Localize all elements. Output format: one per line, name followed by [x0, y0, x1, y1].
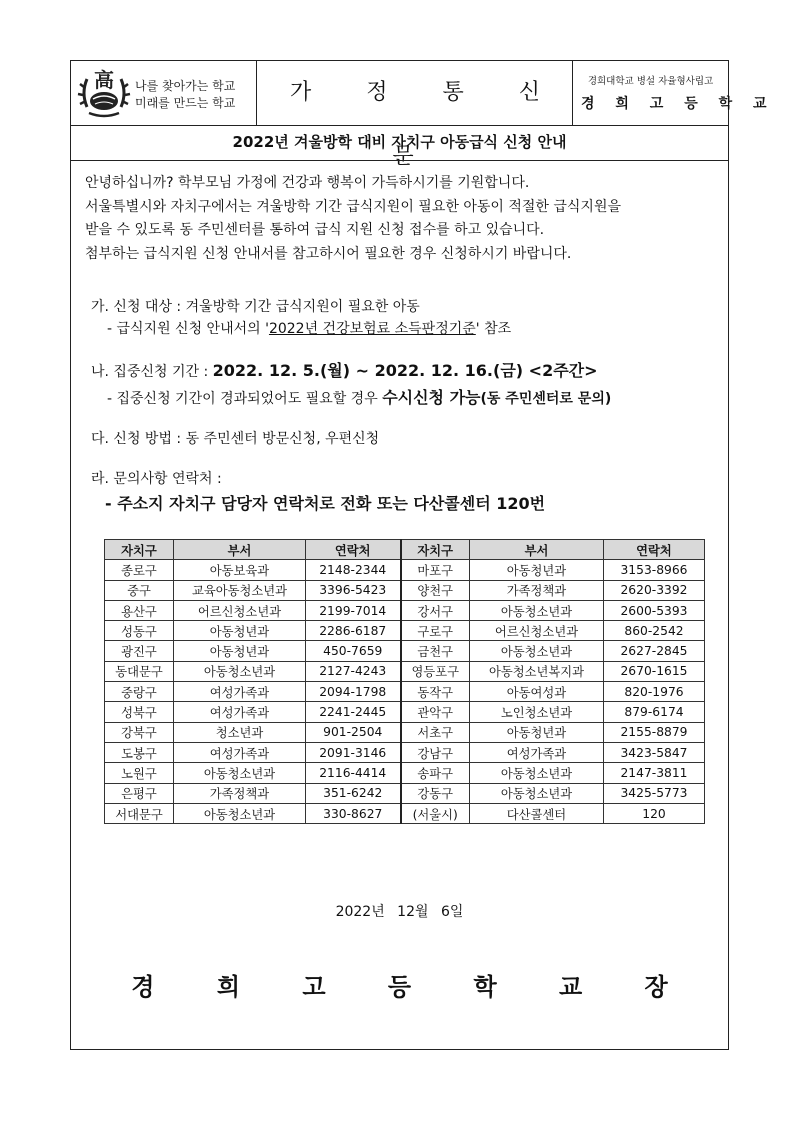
- department-cell: 아동청소년과: [470, 783, 604, 803]
- phone-cell: 860-2542: [604, 621, 705, 641]
- document-title: 2022년 겨울방학 대비 자치구 아동급식 신청 안내: [71, 125, 728, 161]
- department-cell: 다산콜센터: [470, 803, 604, 823]
- district-cell: 금천구: [401, 641, 470, 661]
- school-motto-cell: [71, 61, 257, 125]
- department-cell: 여성가족과: [174, 682, 306, 702]
- table-row: [105, 803, 705, 823]
- school-subtitle: 경희대학교 병설 자율형사립고: [587, 76, 714, 87]
- phone-cell: 2199-7014: [306, 600, 401, 620]
- table-row: [105, 722, 705, 742]
- department-cell: 아동청년과: [470, 722, 604, 742]
- department-cell: 교육아동청소년과: [174, 580, 306, 600]
- phone-cell: 2127-4243: [306, 661, 401, 681]
- district-cell: 성북구: [105, 702, 174, 722]
- phone-cell: 2116-4414: [306, 763, 401, 783]
- section-na-title: 나. 집중신청 기간 :: [91, 364, 213, 380]
- district-cell: 강서구: [401, 600, 470, 620]
- table-row: [105, 682, 705, 702]
- department-cell: 아동청소년복지과: [470, 661, 604, 681]
- phone-cell: 450-7659: [306, 641, 401, 661]
- column-header: 연락처: [306, 540, 401, 560]
- intro-line: 서울특별시와 자치구에서는 겨울방학 기간 급식지원이 필요한 아동이 적절한 급식지원을: [85, 198, 621, 215]
- motto-line-1: 나를 찾아가는 학교: [135, 79, 236, 93]
- department-cell: 가족정책과: [174, 783, 306, 803]
- phone-cell: 330-8627: [306, 803, 401, 823]
- department-cell: 청소년과: [174, 722, 306, 742]
- table-row: [105, 661, 705, 681]
- phone-cell: 2286-6187: [306, 621, 401, 641]
- school-name-cell: [573, 61, 775, 125]
- department-cell: 여성가족과: [174, 702, 306, 722]
- phone-cell: 3423-5847: [604, 742, 705, 762]
- department-cell: 아동청소년과: [470, 641, 604, 661]
- district-cell: 서초구: [401, 722, 470, 742]
- svg-text:高: 高: [94, 68, 114, 92]
- phone-cell: 2155-8879: [604, 722, 705, 742]
- phone-cell: 120: [604, 803, 705, 823]
- principal-signature: 경 희 고 등 학 교 장: [131, 973, 695, 1001]
- district-cell: 서대문구: [105, 803, 174, 823]
- motto-line-2: 미래를 만드는 학교: [135, 96, 236, 110]
- phone-cell: 3153-8966: [604, 560, 705, 580]
- department-cell: 어르신청소년과: [174, 600, 306, 620]
- table-row: [105, 742, 705, 762]
- district-cell: 종로구: [105, 560, 174, 580]
- department-cell: 여성가족과: [174, 742, 306, 762]
- table-row: [105, 641, 705, 661]
- department-cell: 아동청년과: [174, 621, 306, 641]
- document-frame: [70, 60, 775, 1050]
- district-cell: 강북구: [105, 722, 174, 742]
- section-na-sub: [107, 385, 611, 408]
- school-motto: [135, 78, 235, 112]
- table-header-row: [105, 540, 705, 560]
- phone-cell: 3425-5773: [604, 783, 705, 803]
- application-period: 2022. 12. 5.(월) ~ 2022. 12. 16.(금) <2주간>: [212, 361, 598, 380]
- department-cell: 어르신청소년과: [470, 621, 604, 641]
- district-cell: 영등포구: [401, 661, 470, 681]
- table-body: [105, 560, 705, 824]
- school-emblem-icon: [77, 67, 131, 119]
- district-cell: 중랑구: [105, 682, 174, 702]
- district-cell: 강동구: [401, 783, 470, 803]
- intro-line: 첨부하는 급식지원 신청 안내서를 참고하시어 필요한 경우 신청하시기 바랍니다.: [85, 245, 572, 262]
- district-cell: 노원구: [105, 763, 174, 783]
- phone-cell: 2620-3392: [604, 580, 705, 600]
- district-cell: 중구: [105, 580, 174, 600]
- department-cell: 아동청년과: [470, 560, 604, 580]
- table-row: [105, 621, 705, 641]
- district-cell: 송파구: [401, 763, 470, 783]
- department-cell: 아동보육과: [174, 560, 306, 580]
- district-contacts-table: [104, 539, 705, 824]
- phone-cell: 2627-2845: [604, 641, 705, 661]
- newsletter-title: 가 정 통 신 문: [290, 80, 564, 169]
- district-cell: 도봉구: [105, 742, 174, 762]
- section-ga-sub-suffix: ' 참조: [475, 321, 512, 337]
- phone-cell: 2600-5393: [604, 600, 705, 620]
- table-row: [105, 763, 705, 783]
- contact-instruction: - 주소지 자치구 담당자 연락처로 전화 또는 다산콜센터 120번: [105, 494, 546, 513]
- section-na-sub-prefix: - 집중신청 기간이 경과되었어도 필요할 경우: [107, 391, 383, 407]
- table-row: [105, 560, 705, 580]
- department-cell: 아동여성과: [470, 682, 604, 702]
- column-header: 부서: [470, 540, 604, 560]
- department-cell: 아동청년과: [174, 641, 306, 661]
- table-row: [105, 783, 705, 803]
- phone-cell: 2091-3146: [306, 742, 401, 762]
- department-cell: 가족정책과: [470, 580, 604, 600]
- section-ra-label: 라. 문의사항 연락처 :: [91, 471, 222, 487]
- phone-cell: 3396-5423: [306, 580, 401, 600]
- phone-cell: 820-1976: [604, 682, 705, 702]
- section-na-label: [91, 358, 598, 381]
- department-cell: 아동청소년과: [174, 763, 306, 783]
- section-ga-label: 가. 신청 대상 : 겨울방학 기간 급식지원이 필요한 아동: [91, 299, 420, 315]
- column-header: 연락처: [604, 540, 705, 560]
- district-cell: 광진구: [105, 641, 174, 661]
- section-da-label: 다. 신청 방법 : 동 주민센터 방문신청, 우편신청: [91, 431, 380, 447]
- district-cell: (서울시): [401, 803, 470, 823]
- phone-cell: 2147-3811: [604, 763, 705, 783]
- intro-line: 받을 수 있도록 동 주민센터를 통하여 급식 지원 신청 접수를 하고 있습니다.: [85, 222, 545, 238]
- department-cell: 여성가족과: [470, 742, 604, 762]
- phone-cell: 901-2504: [306, 722, 401, 742]
- phone-cell: 879-6174: [604, 702, 705, 722]
- phone-cell: 2670-1615: [604, 661, 705, 681]
- district-cell: 관악구: [401, 702, 470, 722]
- district-cell: 동작구: [401, 682, 470, 702]
- district-cell: 양천구: [401, 580, 470, 600]
- department-cell: 아동청소년과: [174, 803, 306, 823]
- section-ga-sub-prefix: - 급식지원 신청 안내서의 ': [107, 321, 269, 337]
- phone-cell: 351-6242: [306, 783, 401, 803]
- district-cell: 마포구: [401, 560, 470, 580]
- department-cell: 아동청소년과: [470, 763, 604, 783]
- rolling-application-paren: (동 주민센터로 문의): [480, 391, 612, 407]
- department-cell: 노인청소년과: [470, 702, 604, 722]
- phone-cell: 2094-1798: [306, 682, 401, 702]
- district-cell: 은평구: [105, 783, 174, 803]
- department-cell: 아동청소년과: [470, 600, 604, 620]
- district-cell: 성동구: [105, 621, 174, 641]
- department-cell: 아동청소년과: [174, 661, 306, 681]
- column-header: 자치구: [401, 540, 470, 560]
- income-criteria-reference: 2022년 건강보험료 소득판정기준: [268, 321, 476, 337]
- table-row: [105, 600, 705, 620]
- district-cell: 용산구: [105, 600, 174, 620]
- phone-cell: 2148-2344: [306, 560, 401, 580]
- section-ga-sub: [107, 318, 511, 338]
- district-cell: 동대문구: [105, 661, 174, 681]
- district-cell: 구로구: [401, 621, 470, 641]
- table-row: [105, 702, 705, 722]
- intro-line: 안녕하십니까? 학부모님 가정에 건강과 행복이 가득하시기를 기원합니다.: [85, 175, 530, 191]
- intro-paragraph: [85, 172, 725, 266]
- table-row: [105, 580, 705, 600]
- phone-cell: 2241-2445: [306, 702, 401, 722]
- school-name: 경 희 고 등 학 교: [581, 96, 775, 112]
- column-header: 자치구: [105, 540, 174, 560]
- issue-date: 2022년 12월 6일: [335, 904, 464, 920]
- district-cell: 강남구: [401, 742, 470, 762]
- rolling-application-note: 수시신청 가능: [382, 388, 481, 407]
- column-header: 부서: [174, 540, 306, 560]
